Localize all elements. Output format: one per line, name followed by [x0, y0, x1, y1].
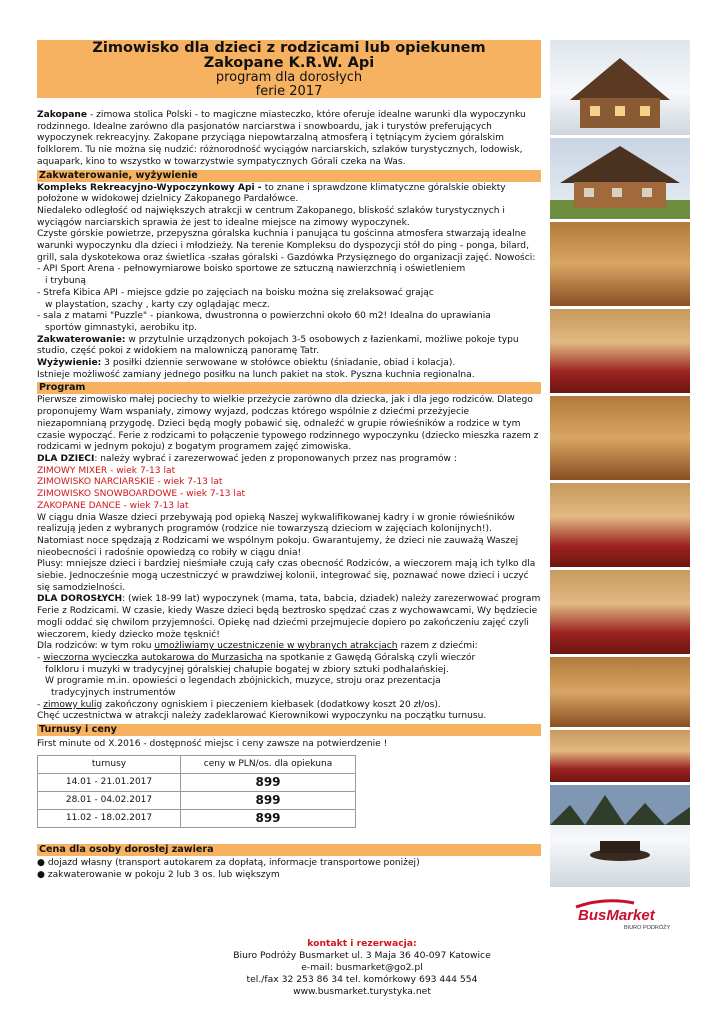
photo-bedroom-4 [550, 730, 690, 782]
photo-bedroom-1 [550, 309, 690, 393]
item2-underlined: zimowy kulig [43, 699, 103, 710]
logo-tagline: BIURO PODRÓŻY [624, 925, 671, 931]
photo-living-room [550, 657, 690, 727]
table-row [38, 773, 356, 791]
intro-paragraph [37, 110, 541, 169]
table-header-dates: turnusy [38, 755, 181, 773]
price-table [37, 755, 356, 828]
photo-building-summer [550, 138, 690, 219]
photo-sleigh-ride [550, 785, 690, 887]
house-illustration [550, 138, 690, 219]
prices-note: First minute od X.2016 - dostępność miejsc i ceny zawsze na potwierdzenie ! [37, 739, 388, 750]
photo-hall [550, 396, 690, 480]
chalet-illustration [550, 40, 690, 135]
title-banner [37, 40, 541, 98]
meals-text: 3 posiłki dziennie serwowane w stołówce obiektu (śniadanie, obiad i kolacja). [101, 358, 456, 369]
accommodation-lead-paragraph [37, 183, 541, 206]
logo-swoosh-icon [574, 897, 682, 931]
title-line2: Zakopane K.R.W. Api [203, 55, 375, 71]
contact-phone: tel./fax 32 253 86 34 tel. komórkowy 693 444 554 [246, 974, 478, 985]
contact-email[interactable]: e-mail: busmarket@go2.pl [301, 962, 423, 973]
program-item2: - zimowy kulig zakończony ogniskiem i pieczeniem kiełbasek (dodatkowy koszt 20 zł/os). [37, 699, 441, 710]
program-evening [37, 641, 541, 653]
program-item1-c: W programie m.in. opowieści o legendach zbójnickich, muzyce, stroju oraz prezentacja [45, 676, 441, 687]
row-dates: 11.02 - 18.02.2017 [38, 809, 181, 827]
novelty-3a: - sala z matami "Puzzle" - piankowa, dwustronna o powierzchni około 60 m2! Idealna do uprawiania [37, 311, 491, 322]
novelty-2a: - Strefa Kibica API - miejsce gdzie po zajęciach na boisku można się zrelaksować grając [37, 287, 434, 298]
program-item1-d: tradycyjnych instrumentów [51, 688, 176, 699]
intro-text: - zimowa stolica Polski - to magiczne miasteczko, które oferuje idealne warunki dla wypoczynku rodzinnego. Idealne zarówno dla pasjonatów narciarstwa i snowboardu, jak i turystów preferujących wypoczynek rekreacyjny. Zakopane przyciąga niepowtarzalną atmosferą i tętniącym życiem góralskim folklorem. Tu nie można się nudzić: różnorodność wyciągów narciarskich, szlaków turystycznych, lodowisk, aquapark, kino to wszystko w towarzystwie sympatycznych Górali czeka na Was. [37, 110, 526, 167]
accommodation-lead-rest: to znane i sprawdzone klimatyczne góralskie obiekty położone w widokowej dzielnicy Zakopanego Pardałówce. [37, 182, 506, 205]
table-header-row [38, 755, 356, 773]
novelty-1a: - API Sport Arena - pełnowymiarowe boisko sportowe ze sztuczną nawierzchnią i oświetleniem [37, 264, 466, 275]
program-option-1: ZIMOWY MIXER - wiek 7-13 lat [37, 465, 176, 476]
section-program-heading: Program [37, 382, 541, 394]
logo-name: BusMarket [578, 907, 655, 924]
program-option-2: ZIMOWISKO NARCIARSKIE - wiek 7-13 lat [37, 477, 223, 488]
novelty-2b: w playstation, szachy , karty czy oglądając mecz. [45, 299, 270, 310]
contact-website[interactable]: www.busmarket.turystyka.net [293, 986, 431, 997]
item2-a: zakończony ogniskiem i pieczeniem kiełbasek (dodatkowy koszt 20 zł/os). [102, 699, 441, 710]
section-prices-heading: Turnusy i ceny [37, 724, 541, 736]
kids-text: : należy wybrać i zarezerwować jeden z proponowanych przez nas programów : [94, 453, 457, 464]
row-dates: 14.01 - 21.01.2017 [38, 773, 181, 791]
contact-heading-text: kontakt i rezerwacja [307, 938, 414, 949]
adults-text: : (wiek 18-99 lat) wypoczynek (mama, tata, babcia, dziadek) należy zarezerwować program Ferie z Rodzicami. W czasie, kiedy Wasze dzieci będą beztrosko spędzać czas z wychowawcami, Wy będziecie mogli oddać się chwilom przyjemności. Opiekę nad dziećmi przejmujecie dopiero po zakończeniu zajęć czyli wieczorem, kiedy dziecko może tęsknić! [37, 594, 541, 640]
row-price: 899 [181, 773, 356, 791]
program-p2: W ciągu dnia Wasze dzieci przebywają pod opieką Naszej wykwalifikowanej kadry i w gronie rówieśników realizują jeden z wybranych programów (rodzice nie towarzyszą dzieciom w zajęciach kolonijnych!). Natomiast noce spędzają z Rodzicami we wspólnym pokoju. Gwarantujemy, że dzieci nie zauważą Waszej nieobecności i radośnie opowiedzą co robiły w ciągu dnia! [37, 512, 519, 558]
evening-b: razem z dziećmi: [397, 641, 478, 652]
section-includes-heading: Cena dla osoby dorosłej zawiera [37, 844, 541, 856]
program-option-4: ZAKOPANE DANCE - wiek 7-13 lat [37, 500, 189, 511]
title-line3: program dla dorosłych [215, 70, 363, 85]
accommodation-p2: Czyste górskie powietrze, przepyszna góralska kuchnia i panująca tu gościnna atmosfera stwarzają idealne warunki wypoczynku dla dzieci i młodzieży. Na terenie Kompleksu do dyspozycji stół do ping - ponga, bilard, grill, sala dyskotekowa oraz świetlica -szałas góralski - Gazdówka Przysięznego do organizacji zajęć. Nowości: [37, 229, 536, 263]
main-column [37, 110, 541, 881]
meals-label: Wyżywienie: [37, 358, 102, 369]
includes-item-1: ● dojazd własny (transport autokarem za dopłatą, informacje transportowe poniżej) [37, 857, 420, 868]
program-kids [37, 454, 541, 466]
accommodation-p1: Niedaleko odległość od największych atrakcji w centrum Zakopanego, bliskość szlaków turystycznych i wyciągów narciarskich sprawia że jest to idealne miejsce na zimowy wypoczynek. [37, 205, 505, 228]
row-price: 899 [181, 809, 356, 827]
program-item1: - wieczorna wycieczka autokarowa do Murzasicha na spotkanie z Gawędą Góralską czyli wieczór [37, 652, 476, 663]
accommodation-meals-2: Istnieje możliwość zamiany jednego posiłku na lunch pakiet na stok. Pyszna kuchnia regionalna. [37, 369, 475, 380]
kids-label: DLA DZIECI [37, 453, 95, 464]
accommodation-lead: Kompleks Rekreacyjno-Wypoczynkowy Api - [37, 182, 265, 193]
accommodation-rooms [37, 335, 541, 358]
rooms-text: w przytulnie urządzonych pokojach 3-5 osobowych z łazienkami, możliwe pokoje typu studio, część pokoi z widokiem na malowniczą panoramę Tatr. [37, 334, 519, 357]
novelty-1b: i trybuną [45, 276, 86, 287]
adults-label: DLA DOROSŁYCH [37, 594, 123, 605]
sleigh-illustration [550, 785, 690, 887]
section-accommodation-heading: Zakwaterowanie, wyżywienie [37, 170, 541, 182]
title-line4: ferie 2017 [255, 83, 323, 99]
includes-item-2: ● zakwaterowanie w pokoju 2 lub 3 os. lub większym [37, 869, 280, 880]
intro-lead: Zakopane [37, 110, 88, 120]
photo-dining-room [550, 222, 690, 306]
program-item1-b: folkloru i muzyki w tradycyjnej góralskiej chałupie bogatej w zbiory sztuki podhalańskiej. [45, 664, 449, 675]
photo-bedroom-2 [550, 483, 690, 567]
item1-a: na spotkanie z Gawędą Góralską czyli wieczór [262, 652, 476, 663]
row-dates: 28.01 - 04.02.2017 [38, 791, 181, 809]
table-header-price: ceny w PLN/os. dla opiekuna [181, 755, 356, 773]
item1-underlined: wieczorna wycieczka autokarowa do Murzasicha [43, 652, 263, 663]
evening-underlined: umożliwiamy uczestniczenie w wybranych atrakcjach [154, 641, 398, 652]
program-p1: Pierwsze zimowisko małej pociechy to wielkie przeżycie zarówno dla dziecka, jak i dla jego rodziców. Dlatego proponujemy Wam wspaniały, zimowy wyjazd, podczas którego wspólnie z dziećmi przeżyjecie niezapomnianą przygodę. Dzieci będą mogły pobawić się, odnaleźć w grupie rówieśników a rodzice w tym czasie wypocząć. Ferie z rodzicami to połączenie typowego rodzinnego wypoczynku (dziecko mieszka razem z rodzicami w jednym pokoju) z bogatym programem zajęć zimowiska. [37, 395, 539, 453]
evening-a: Dla rodziców: w tym roku [37, 641, 155, 652]
program-adults [37, 594, 541, 641]
program-note: Chęć uczestnictwa w atrakcji należy zadeklarować Kierownikowi wypoczynku na początku turnusu. [37, 711, 487, 722]
photo-bedroom-3 [550, 570, 690, 654]
accommodation-meals [37, 358, 541, 370]
table-row [38, 809, 356, 827]
novelty-3b: sportów gimnastyki, aerobiku itp. [45, 322, 197, 333]
photo-building-winter [550, 40, 690, 135]
contact-block [200, 938, 524, 998]
busmarket-logo [574, 897, 682, 931]
table-row [38, 791, 356, 809]
contact-address: Biuro Podróży Busmarket ul. 3 Maja 36 40-097 Katowice [233, 950, 491, 961]
program-option-3: ZIMOWISKO SNOWBOARDOWE - wiek 7-13 lat [37, 489, 246, 500]
title-line1: Zimowisko dla dzieci z rodzicami lub opiekunem [92, 40, 486, 56]
rooms-label: Zakwaterowanie: [37, 334, 126, 345]
program-p3: Plusy: mniejsze dzieci i bardziej nieśmiałe czują cały czas obecność Rodziców, a wieczorem mają ich tylko dla siebie. Jednocześnie mogą uczestniczyć w prawdziwej kolonii, integrować się, poznawać nowe dzieci i uczyć się samodzielności. [37, 559, 536, 593]
row-price: 899 [181, 791, 356, 809]
contact-heading: kontakt i rezerwacja: [307, 938, 417, 949]
